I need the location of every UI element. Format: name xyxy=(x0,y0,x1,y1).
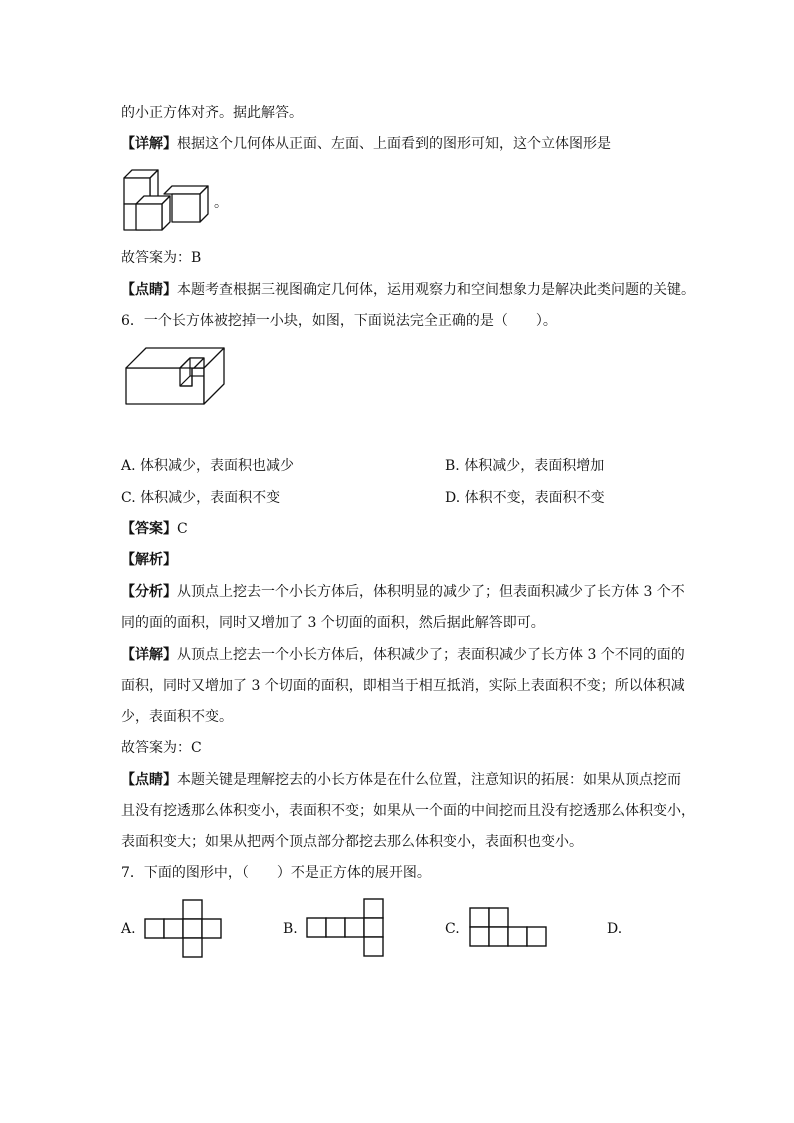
q7-option-c-label[interactable]: C. xyxy=(445,921,460,937)
q6-analysis-tag: 【解析】 xyxy=(121,552,177,568)
q6-answer-line: 故答案为：C xyxy=(121,740,202,756)
q5-comment xyxy=(121,280,695,300)
cube-front xyxy=(136,196,170,230)
q5-comment-text: 本题考查根据三视图确定几何体，运用观察力和空间想象力是解决此类问题的关键。 xyxy=(177,282,695,298)
q6-fenxi-line-1 xyxy=(121,582,685,602)
q6-detail-line-2: 面积，同时又增加了 3 个切面的面积，即相当于相互抵消，实际上表面积不变；所以体积减 xyxy=(121,678,685,694)
q7-net-a[interactable] xyxy=(145,900,223,958)
q6-option-d-label: D. xyxy=(445,490,461,506)
q7-question: 7．下面的图形中，（ ）不是正方体的展开图。 xyxy=(121,865,431,881)
q6-option-d-text: 体积不变，表面积不变 xyxy=(464,490,605,506)
q6-detail-text-1: 从顶点上挖去一个小长方体后，体积减少了；表面积减少了长方体 3 个不同的面的 xyxy=(177,647,685,663)
q6-fenxi-tag: 【分析】 xyxy=(121,584,177,600)
q6-option-a[interactable] xyxy=(121,456,294,476)
q6-option-c-label: C. xyxy=(121,490,136,506)
q6-comment-line-3: 表面积变大；如果从把两个顶点部分都挖去那么体积变小，表面积也变小。 xyxy=(121,834,583,850)
q6-fenxi-line-2: 同的面的面积，同时又增加了 3 个切面的面积，然后据此解答即可。 xyxy=(121,615,545,631)
q5-detail-text: 根据这个几何体从正面、左面、上面看到的图形可知，这个立体图形是 xyxy=(177,136,611,152)
q6-option-b-text: 体积减少，表面积增加 xyxy=(464,458,605,474)
q5-comment-tag: 【点睛】 xyxy=(121,282,177,298)
q6-detail-line-3: 少，表面积不变。 xyxy=(121,709,233,725)
q5-detail-tag: 【详解】 xyxy=(121,136,177,152)
q6-detail-line-1 xyxy=(121,645,685,665)
q6-comment-line-1 xyxy=(121,770,681,790)
q7-net-c[interactable] xyxy=(470,908,548,948)
q6-option-a-text: 体积减少，表面积也减少 xyxy=(140,458,295,474)
q5-detail xyxy=(121,134,611,154)
q7-option-d-label[interactable]: D. xyxy=(607,921,623,937)
q6-comment-text-1: 本题关键是理解挖去的小长方体是在什么位置，注意知识的拓展：如果从顶点挖而 xyxy=(177,772,681,788)
q6-answer xyxy=(121,519,188,539)
q6-fenxi-text-1: 从顶点上挖去一个小长方体后，体积明显的减少了；但表面积减少了长方体 3 个不 xyxy=(177,584,685,600)
q6-option-c[interactable] xyxy=(121,488,280,508)
q6-option-b[interactable] xyxy=(445,456,604,476)
q6-answer-tag: 【答案】 xyxy=(121,521,177,537)
q6-option-c-text: 体积减少，表面积不变 xyxy=(140,490,281,506)
q7-net-b[interactable] xyxy=(307,899,385,957)
q6-cuboid-figure xyxy=(126,348,226,406)
q5-text-line: 的小正方体对齐。据此解答。 xyxy=(121,105,303,121)
q6-option-b-label: B. xyxy=(445,458,460,474)
q7-option-b-label[interactable]: B. xyxy=(283,921,298,937)
q6-comment-tag: 【点睛】 xyxy=(121,772,177,788)
q6-question: 6．一个长方体被挖掉一小块，如图，下面说法完全正确的是（ ）。 xyxy=(121,313,557,329)
q6-detail-tag: 【详解】 xyxy=(121,647,177,663)
q6-option-d[interactable] xyxy=(445,488,605,508)
q6-comment-line-2: 且没有挖透那么体积变小，表面积不变；如果从一个面的中间挖而且没有挖透那么体积变小， xyxy=(121,803,695,819)
q6-option-a-label: A. xyxy=(121,458,136,474)
q6-answer-value: C xyxy=(177,521,188,537)
q5-answer: 故答案为：B xyxy=(121,250,202,266)
q7-option-a-label[interactable]: A. xyxy=(121,921,136,937)
q5-figure-suffix: 。 xyxy=(214,195,228,211)
